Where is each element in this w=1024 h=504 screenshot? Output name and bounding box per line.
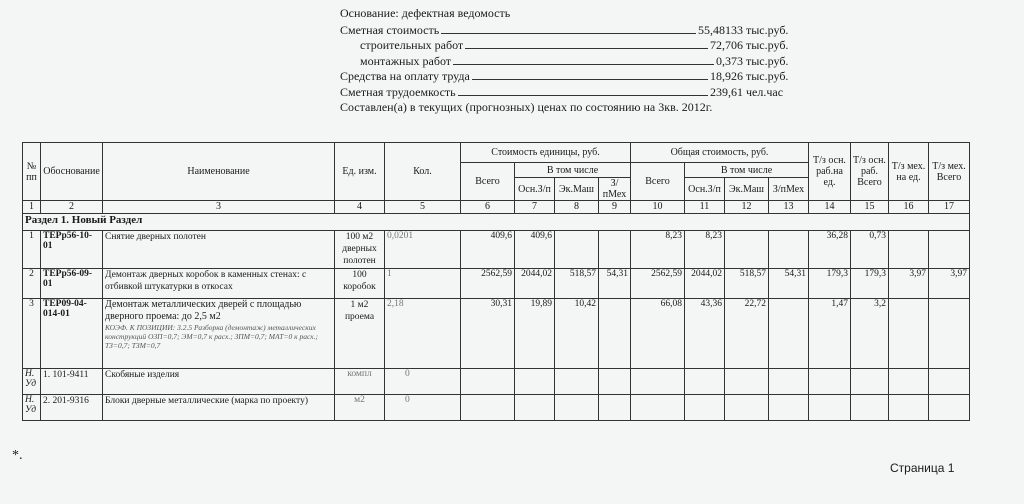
cell-name: Демонтаж металлических дверей с площадью дверного проема: до 2,5 м2 xyxy=(105,299,302,322)
header-name: Наименование xyxy=(103,143,335,201)
summary-underline xyxy=(441,33,696,34)
summary-row-construction xyxy=(340,38,800,54)
cell-7: 409,6 xyxy=(515,231,555,269)
coefficient-note: КОЭФ. К ПОЗИЦИИ: 3.2.5 Разборка (демонтаж) металлических конструкций ОЗП=0,7; ЭМ=0,7 к расх.; ЗПМ=0,7; МАТ=0 к расх.; ТЗ=0,7; ТЗМ=0,7 xyxy=(105,323,318,350)
estimate-table xyxy=(22,142,970,421)
cell-14: 179,3 xyxy=(809,269,851,299)
header-ekmash: Эк.Маш xyxy=(725,178,769,201)
header-basis: Обоснование xyxy=(41,143,103,201)
cell-10: 66,08 xyxy=(631,299,685,369)
cell-unit: м2 xyxy=(335,395,385,421)
cell-17: 3,97 xyxy=(929,269,970,299)
cell-qty: 1 xyxy=(385,269,461,299)
estimate-summary xyxy=(340,6,800,116)
cell-unit: 100 м2 дверных полотен xyxy=(335,231,385,269)
cell-14: 36,28 xyxy=(809,231,851,269)
cell-name: Блоки дверные металлические (марка по проекту) xyxy=(103,395,335,421)
cell-unit: компл xyxy=(335,369,385,395)
header-unit: Ед. изм. xyxy=(335,143,385,201)
cell-8: 518,57 xyxy=(555,269,599,299)
header-osn: Осн.З/п xyxy=(515,178,555,201)
column-number: 9 xyxy=(599,201,631,214)
header-osn: Осн.З/п xyxy=(685,178,725,201)
header-zpmeh: З/пМех xyxy=(599,178,631,201)
summary-unit: тыс.руб. xyxy=(746,69,789,83)
summary-value: 18,926 xyxy=(710,69,743,83)
cell-n: Н. Уд xyxy=(23,395,41,421)
column-number: 4 xyxy=(335,201,385,214)
header-qty: Кол. xyxy=(385,143,461,201)
cell-12: 22,72 xyxy=(725,299,769,369)
column-number: 2 xyxy=(41,201,103,214)
cell-16: 3,97 xyxy=(889,269,929,299)
summary-value: 72,706 xyxy=(710,38,743,52)
summary-row-total xyxy=(340,23,800,39)
summary-unit: тыс.руб. xyxy=(746,22,789,37)
cell-16 xyxy=(889,231,929,269)
summary-unit: тыс.руб. xyxy=(746,38,789,52)
cell-10: 2562,59 xyxy=(631,269,685,299)
cell-n: 1 xyxy=(23,231,41,269)
summary-value: 55,48133 xyxy=(698,22,743,37)
summary-label: Сметная стоимость xyxy=(340,22,440,37)
material-row xyxy=(23,395,970,421)
cell-16 xyxy=(889,299,929,369)
summary-underline xyxy=(472,79,708,80)
cell-13 xyxy=(769,231,809,269)
column-number: 16 xyxy=(889,201,929,214)
summary-underline xyxy=(465,48,708,49)
column-number-row xyxy=(23,201,970,214)
cell-n: Н. Уд xyxy=(23,369,41,395)
cell-11: 43,36 xyxy=(685,299,725,369)
summary-value: 239,61 xyxy=(710,84,743,99)
summary-row-labor xyxy=(340,85,800,101)
column-number: 11 xyxy=(685,201,725,214)
table-row xyxy=(23,231,970,269)
column-number: 6 xyxy=(461,201,515,214)
cell-n: 3 xyxy=(23,299,41,369)
cell-name: Скобяные изделия xyxy=(103,369,335,395)
cell-qty: 0,0201 xyxy=(385,231,461,269)
cell-n: 2 xyxy=(23,269,41,299)
cell-8 xyxy=(555,231,599,269)
column-number: 15 xyxy=(851,201,889,214)
column-number: 17 xyxy=(929,201,970,214)
column-number: 13 xyxy=(769,201,809,214)
cell-unit: 1 м2 проема xyxy=(335,299,385,369)
cell-code: ТЕР09-04-014-01 xyxy=(41,299,103,369)
cell-11: 8,23 xyxy=(685,231,725,269)
cell-14: 1,47 xyxy=(809,299,851,369)
cell-qty: 2,18 xyxy=(385,299,461,369)
summary-unit: чел.час xyxy=(746,84,784,99)
cell-9 xyxy=(599,299,631,369)
cell-9 xyxy=(599,231,631,269)
cell-15: 3,2 xyxy=(851,299,889,369)
cell-13 xyxy=(769,299,809,369)
cell-unit: 100 коробок xyxy=(335,269,385,299)
header-total-cost: Общая стоимость, руб. xyxy=(631,143,809,163)
header-t-meh-unit: Т/з мех. на ед. xyxy=(889,143,929,201)
header-t-osn-total: Т/з осн. раб. Всего xyxy=(851,143,889,201)
cell-6: 409,6 xyxy=(461,231,515,269)
cell-17 xyxy=(929,231,970,269)
cell-qty: 0 xyxy=(385,395,461,421)
table-row xyxy=(23,269,970,299)
cell-17 xyxy=(929,299,970,369)
summary-label: Сметная трудоемкость xyxy=(340,84,456,99)
cell-code: ТЕРр56-09-01 xyxy=(41,269,103,299)
header-incl: В том числе xyxy=(515,163,631,178)
column-number: 14 xyxy=(809,201,851,214)
cell-15: 0,73 xyxy=(851,231,889,269)
summary-label: Средства на оплату труда xyxy=(340,69,470,83)
header-t-meh-total: Т/з мех. Всего xyxy=(929,143,970,201)
cell-name-group xyxy=(103,299,335,369)
cell-6: 30,31 xyxy=(461,299,515,369)
summary-value: 0,373 xyxy=(716,53,743,68)
column-number: 10 xyxy=(631,201,685,214)
cell-15: 179,3 xyxy=(851,269,889,299)
cell-code: 2. 201-9316 xyxy=(41,395,103,421)
material-row xyxy=(23,369,970,395)
cell-7: 19,89 xyxy=(515,299,555,369)
summary-row-installation xyxy=(340,54,800,70)
header-unit-cost: Стоимость единицы, руб. xyxy=(461,143,631,163)
column-number: 8 xyxy=(555,201,599,214)
summary-label: строительных работ xyxy=(360,38,464,52)
cell-7: 2044,02 xyxy=(515,269,555,299)
column-number: 1 xyxy=(23,201,41,214)
header-ekmash: Эк.Маш xyxy=(555,178,599,201)
section-row xyxy=(23,214,970,231)
column-number: 7 xyxy=(515,201,555,214)
cell-code: 1. 101-9411 xyxy=(41,369,103,395)
cell-12: 518,57 xyxy=(725,269,769,299)
table-row xyxy=(23,299,970,369)
cell-name: Снятие дверных полотен xyxy=(103,231,335,269)
cell-13: 54,31 xyxy=(769,269,809,299)
header-total: Всего xyxy=(461,163,515,201)
header-num: № пп xyxy=(23,143,41,201)
cell-12 xyxy=(725,231,769,269)
page-number: Страница 1 xyxy=(890,461,955,475)
compiled-note: Составлен(а) в текущих (прогнозных) ценах по состоянию на 3кв. 2012г. xyxy=(340,100,713,114)
cell-10: 8,23 xyxy=(631,231,685,269)
column-number: 12 xyxy=(725,201,769,214)
cell-6: 2562,59 xyxy=(461,269,515,299)
section-title: Раздел 1. Новый Раздел xyxy=(23,214,970,231)
basis-line: Основание: дефектная ведомость xyxy=(340,6,511,20)
cell-8: 10,42 xyxy=(555,299,599,369)
summary-underline xyxy=(453,64,714,65)
column-number: 3 xyxy=(103,201,335,214)
column-number: 5 xyxy=(385,201,461,214)
header-total: Всего xyxy=(631,163,685,201)
cell-qty: 0 xyxy=(385,369,461,395)
cell-11: 2044,02 xyxy=(685,269,725,299)
header-incl: В том числе xyxy=(685,163,809,178)
cell-code: ТЕРр56-10-01 xyxy=(41,231,103,269)
header-t-osn-unit: Т/з осн. раб.на ед. xyxy=(809,143,851,201)
summary-label: монтажных работ xyxy=(360,53,452,68)
header-zpmeh: З/пМех xyxy=(769,178,809,201)
margin-mark: *. xyxy=(12,448,23,463)
summary-underline xyxy=(458,95,708,96)
summary-row-wages xyxy=(340,69,800,85)
cell-name: Демонтаж дверных коробок в каменных стенах: с отбивкой штукатурки в откосах xyxy=(103,269,335,299)
summary-unit: тыс.руб. xyxy=(746,53,789,68)
cell-9: 54,31 xyxy=(599,269,631,299)
